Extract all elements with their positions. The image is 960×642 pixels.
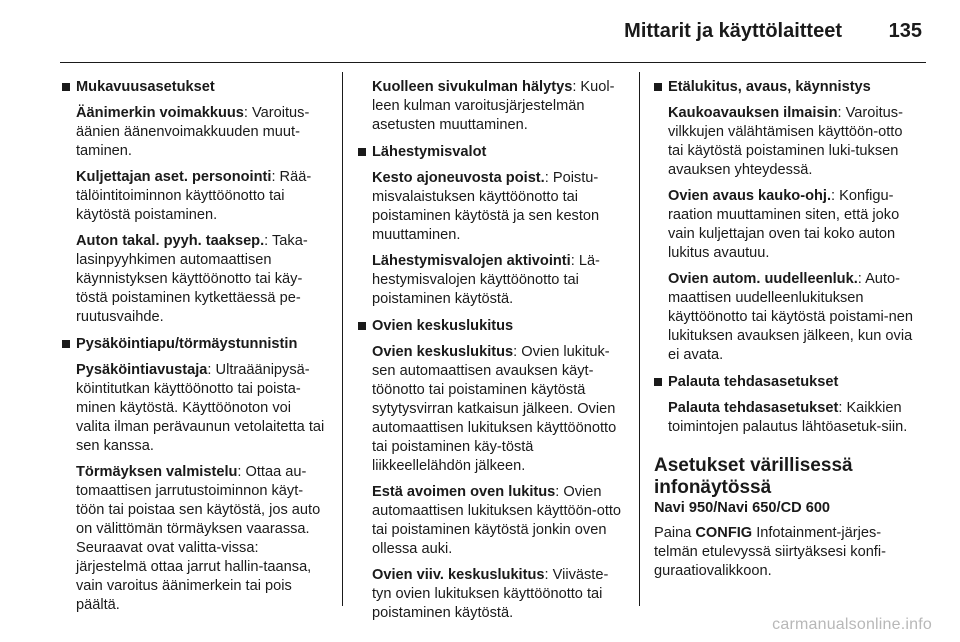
setting-item xyxy=(668,270,920,365)
setting-item xyxy=(668,104,920,180)
setting-description: : Auto-maattisen uudelleenlukituksen käyttöönotto tai käytöstä poistami-nen lukituksen avauksen jälkeen, kun ovia ei avata. xyxy=(668,271,913,363)
section-palauta-tehdasasetukset xyxy=(654,373,920,437)
section-heading: Lähestymisvalot xyxy=(372,144,487,160)
column-1 xyxy=(62,78,328,623)
setting-description: : Varoitus-äänien äänenvoimakkuuden muut-taminen. xyxy=(76,105,310,159)
setting-description: : Varoitus-vilkkujen välähtämisen käyttöön-otto tai käytöstä poistaminen luki-tuksen avauksen yhteydessä. xyxy=(668,105,903,178)
page-header xyxy=(0,0,960,58)
setting-item xyxy=(372,252,626,309)
setting-description: : Ovien automaattisen lukituksen käyttöön-otto tai poistaminen käytöstä jonkin oven ollessa auki. xyxy=(372,484,622,557)
setting-description: : Rää-tälöintitoiminnon käyttöönotto tai käytöstä poistaminen. xyxy=(76,169,312,223)
setting-item xyxy=(668,399,920,437)
setting-item xyxy=(668,187,920,263)
column-3 xyxy=(654,78,920,581)
setting-term: Pysäköintiavustaja xyxy=(76,362,208,378)
setting-description: : Viiväste-tyn ovien lukituksen käyttöönotto tai poistaminen käytöstä. xyxy=(372,567,609,621)
bullet-icon xyxy=(654,83,662,91)
setting-item xyxy=(76,361,328,456)
setting-term: Ovien viiv. keskuslukitus xyxy=(372,567,545,583)
subsection-heading: Asetukset värillisessä infonäytössä xyxy=(654,455,853,498)
section-pysakointiapu xyxy=(62,335,328,615)
setting-item xyxy=(76,104,328,161)
setting-term: Kaukoavauksen ilmaisin xyxy=(668,105,838,121)
bullet-icon xyxy=(62,83,70,91)
section-heading: Palauta tehdasasetukset xyxy=(668,374,839,390)
setting-term: Äänimerkin voimakkuus xyxy=(76,105,244,121)
setting-item xyxy=(76,232,328,327)
subsection-text xyxy=(654,524,920,581)
column-divider xyxy=(342,72,343,606)
setting-item xyxy=(76,463,328,615)
bullet-icon xyxy=(62,340,70,348)
column-2 xyxy=(358,78,626,631)
setting-description: : Konfigu-raation muuttaminen siten, että joko vain kuljettajan oven tai koko auton lukitus avautuu. xyxy=(668,188,900,261)
bullet-icon xyxy=(358,322,366,330)
setting-item xyxy=(76,168,328,225)
page-number: 135 xyxy=(888,20,922,42)
config-key-label: CONFIG xyxy=(695,525,753,541)
page-title: Mittarit ja käyttölaitteet xyxy=(624,20,842,42)
setting-description: : Ultraäänipysä-köintitutkan käyttöönotto tai poista-minen käytöstä. Käyttöönoton voi valita ilman perävaunun vetolaitetta tai sen kanssa. xyxy=(76,362,325,454)
setting-item xyxy=(372,483,626,559)
setting-term: Auton takal. pyyh. taaksep. xyxy=(76,233,265,249)
setting-term: Lähestymisvalojen aktivointi xyxy=(372,253,571,269)
setting-item xyxy=(372,566,626,623)
setting-item xyxy=(372,169,626,245)
setting-term: Törmäyksen valmistelu xyxy=(76,464,238,480)
setting-description: : Kuol-leen kulman varoitusjärjestelmän asetusten muuttaminen. xyxy=(372,79,615,133)
setting-description: : Taka-lasinpyyhkimen automaattisen käynnistyksen käyttöönotto tai käy-töstä poistaminen kytkettäessä pe-ruutusvaihde. xyxy=(76,233,308,325)
setting-term: Ovien keskuslukitus xyxy=(372,344,514,360)
section-mukavuusasetukset xyxy=(62,78,328,327)
section-heading: Pysäköintiapu/törmäystunnistin xyxy=(76,336,298,352)
subsection-subheading: Navi 950/Navi 650/CD 600 xyxy=(654,500,831,516)
setting-term: Ovien autom. uudelleenluk. xyxy=(668,271,858,287)
setting-description: : Ovien lukituk-sen automaattisen avauksen käyt-töönotto tai poistaminen käytöstä sytytysvirran katkaisun jälkeen. Ovien automaattisen lukituksen käyttöönotto tai poistaminen käy-töstä liikkeellelähdön jälkeen. xyxy=(372,344,617,474)
bullet-icon xyxy=(358,148,366,156)
setting-description: : Poistu-misvalaistuksen käyttöönotto tai poistaminen käytöstä ja sen keston muuttaminen. xyxy=(372,170,600,243)
setting-term: Palauta tehdasasetukset xyxy=(668,400,839,416)
setting-term: Kesto ajoneuvosta poist. xyxy=(372,170,545,186)
setting-item xyxy=(358,78,626,135)
setting-term: Ovien avaus kauko-ohj. xyxy=(668,188,832,204)
section-etalukitus xyxy=(654,78,920,365)
section-heading: Etälukitus, avaus, käynnistys xyxy=(668,79,871,95)
setting-term: Estä avoimen oven lukitus xyxy=(372,484,556,500)
column-divider xyxy=(639,72,640,606)
header-rule xyxy=(60,62,926,63)
setting-description: : Kaikkien toimintojen palautus lähtöasetuk-siin. xyxy=(668,400,908,435)
section-ovien-keskuslukitus xyxy=(358,317,626,623)
setting-term: Kuolleen sivukulman hälytys xyxy=(372,79,573,95)
setting-description: : Lä-hestymisvalojen käyttöönotto tai poistaminen käytöstä. xyxy=(372,253,600,307)
section-lahestymisvalot xyxy=(358,143,626,309)
text-after: Infotainment-järjes-telmän etulevyssä siirtyäksesi konfi-guraatiovalikkoon. xyxy=(654,525,886,579)
setting-description: : Ottaa au-tomaattisen jarrutustoiminnon käyt-töön tai poistaa sen käytöstä, jos auto on välittömän törmäyksen vaarassa. Seuraavat ovat valitta-vissa: järjestelmä ottaa jarrut hallin-taansa, vain varoitus äänimerkein tai pois päältä. xyxy=(76,464,321,613)
text-before: Paina xyxy=(654,525,696,541)
watermark: carmanualsonline.info xyxy=(772,616,932,633)
setting-term: Kuljettajan aset. personointi xyxy=(76,169,272,185)
setting-item xyxy=(372,343,626,476)
section-heading: Ovien keskuslukitus xyxy=(372,318,514,334)
section-heading: Mukavuusasetukset xyxy=(76,79,215,95)
bullet-icon xyxy=(654,378,662,386)
